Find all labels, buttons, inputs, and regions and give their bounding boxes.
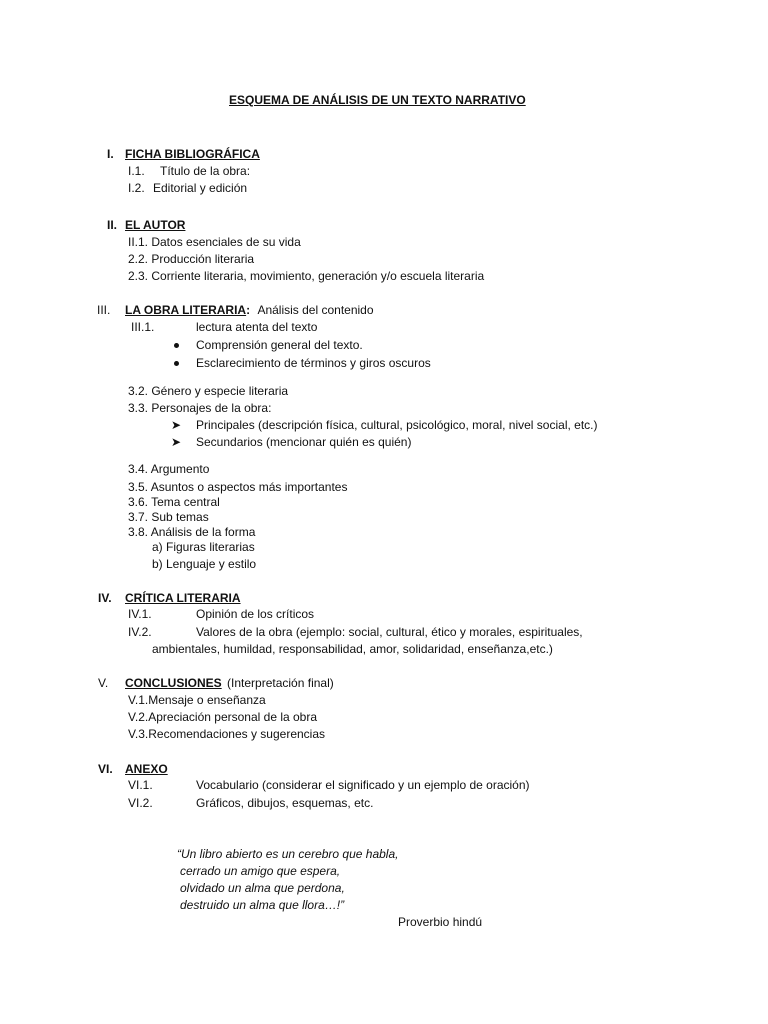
item-2-2: 2.2. Producción literaria bbox=[128, 252, 255, 266]
section-2-numeral: II. bbox=[107, 218, 118, 232]
section-5-subtitle: (Interpretación final) bbox=[227, 676, 334, 690]
bullet-item-2: Esclarecimiento de términos y giros oscuros bbox=[196, 356, 431, 370]
item-6-2-number: VI.2. bbox=[128, 796, 153, 810]
section-3-subtitle: Análisis del contenido bbox=[257, 303, 374, 317]
bullet-item-1: Comprensión general del texto. bbox=[196, 338, 363, 352]
item-5-1: V.1.Mensaje o enseñanza bbox=[128, 693, 266, 707]
section-3-colon: : bbox=[246, 303, 251, 317]
item-4-2-number: IV.2. bbox=[128, 625, 152, 639]
item-3-3: 3.3. Personajes de la obra: bbox=[128, 401, 272, 415]
item-1-1-number: I.1. bbox=[128, 164, 145, 178]
section-5-numeral: V. bbox=[98, 676, 109, 690]
item-5-2: V.2.Apreciación personal de la obra bbox=[128, 710, 318, 724]
arrow-bullet-icon: ➤ bbox=[171, 435, 182, 449]
section-6-numeral: VI. bbox=[98, 762, 113, 776]
item-4-1-text: Opinión de los críticos bbox=[196, 607, 315, 621]
section-5-heading: CONCLUSIONES bbox=[125, 676, 222, 690]
item-1-1-text: Título de la obra: bbox=[160, 164, 251, 178]
item-3-2: 3.2. Género y especie literaria bbox=[128, 384, 289, 398]
item-2-1: II.1. Datos esenciales de su vida bbox=[128, 235, 301, 249]
quote-line-4: destruido un alma que llora…!” bbox=[180, 898, 345, 912]
quote-attribution: Proverbio hindú bbox=[398, 915, 483, 929]
item-3-8: 3.8. Análisis de la forma bbox=[128, 525, 256, 539]
section-4-heading: CRÍTICA LITERARIA bbox=[125, 591, 241, 605]
item-4-2-continuation: ambientales, humildad, responsabilidad, amor, solidaridad, enseñanza,etc.) bbox=[152, 642, 553, 656]
item-3-7: 3.7. Sub temas bbox=[128, 510, 209, 524]
sub-item-a: a) Figuras literarias bbox=[152, 540, 255, 554]
section-1-numeral: I. bbox=[107, 147, 114, 161]
item-1-2-number: I.2. bbox=[128, 181, 145, 195]
section-3-heading-group bbox=[125, 303, 374, 317]
item-6-1-text: Vocabulario (considerar el significado y un ejemplo de oración) bbox=[196, 778, 530, 792]
section-6-heading: ANEXO bbox=[125, 762, 168, 776]
item-2-3: 2.3. Corriente literaria, movimiento, generación y/o escuela literaria bbox=[128, 269, 485, 283]
item-6-1-number: VI.1. bbox=[128, 778, 153, 792]
arrow-item-1: Principales (descripción física, cultural, psicológico, moral, nivel social, etc.) bbox=[196, 418, 598, 432]
item-3-1-number: III.1. bbox=[131, 320, 155, 334]
item-5-3: V.3.Recomendaciones y sugerencias bbox=[128, 727, 326, 741]
section-4-numeral: IV. bbox=[98, 591, 112, 605]
arrow-bullet-icon: ➤ bbox=[171, 418, 182, 432]
item-1-2-text: Editorial y edición bbox=[153, 181, 248, 195]
section-2-heading: EL AUTOR bbox=[125, 218, 186, 232]
item-6-2-text: Gráficos, dibujos, esquemas, etc. bbox=[196, 796, 374, 810]
arrow-item-2: Secundarios (mencionar quién es quién) bbox=[196, 435, 412, 449]
item-3-5: 3.5. Asuntos o aspectos más importantes bbox=[128, 480, 348, 494]
page-title: ESQUEMA DE ANÁLISIS DE UN TEXTO NARRATIVO bbox=[229, 93, 526, 107]
item-4-1-number: IV.1. bbox=[128, 607, 152, 621]
quote-line-1: “Un libro abierto es un cerebro que habla, bbox=[177, 847, 399, 861]
sub-item-b: b) Lenguaje y estilo bbox=[152, 557, 257, 571]
item-3-4: 3.4. Argumento bbox=[128, 462, 210, 476]
item-4-2-text: Valores de la obra (ejemplo: social, cultural, ético y morales, espirituales, bbox=[196, 625, 583, 639]
bullet-icon bbox=[174, 361, 179, 366]
quote-line-2: cerrado un amigo que espera, bbox=[180, 864, 341, 878]
section-1-heading: FICHA BIBLIOGRÁFICA bbox=[125, 147, 260, 161]
section-3-heading: LA OBRA LITERARIA bbox=[125, 303, 247, 317]
section-5-heading-group bbox=[125, 676, 334, 690]
item-3-1-text: lectura atenta del texto bbox=[196, 320, 318, 334]
bullet-icon bbox=[174, 343, 179, 348]
quote-line-3: olvidado un alma que perdona, bbox=[180, 881, 345, 895]
item-3-6: 3.6. Tema central bbox=[128, 495, 220, 509]
section-3-numeral: III. bbox=[97, 303, 111, 317]
